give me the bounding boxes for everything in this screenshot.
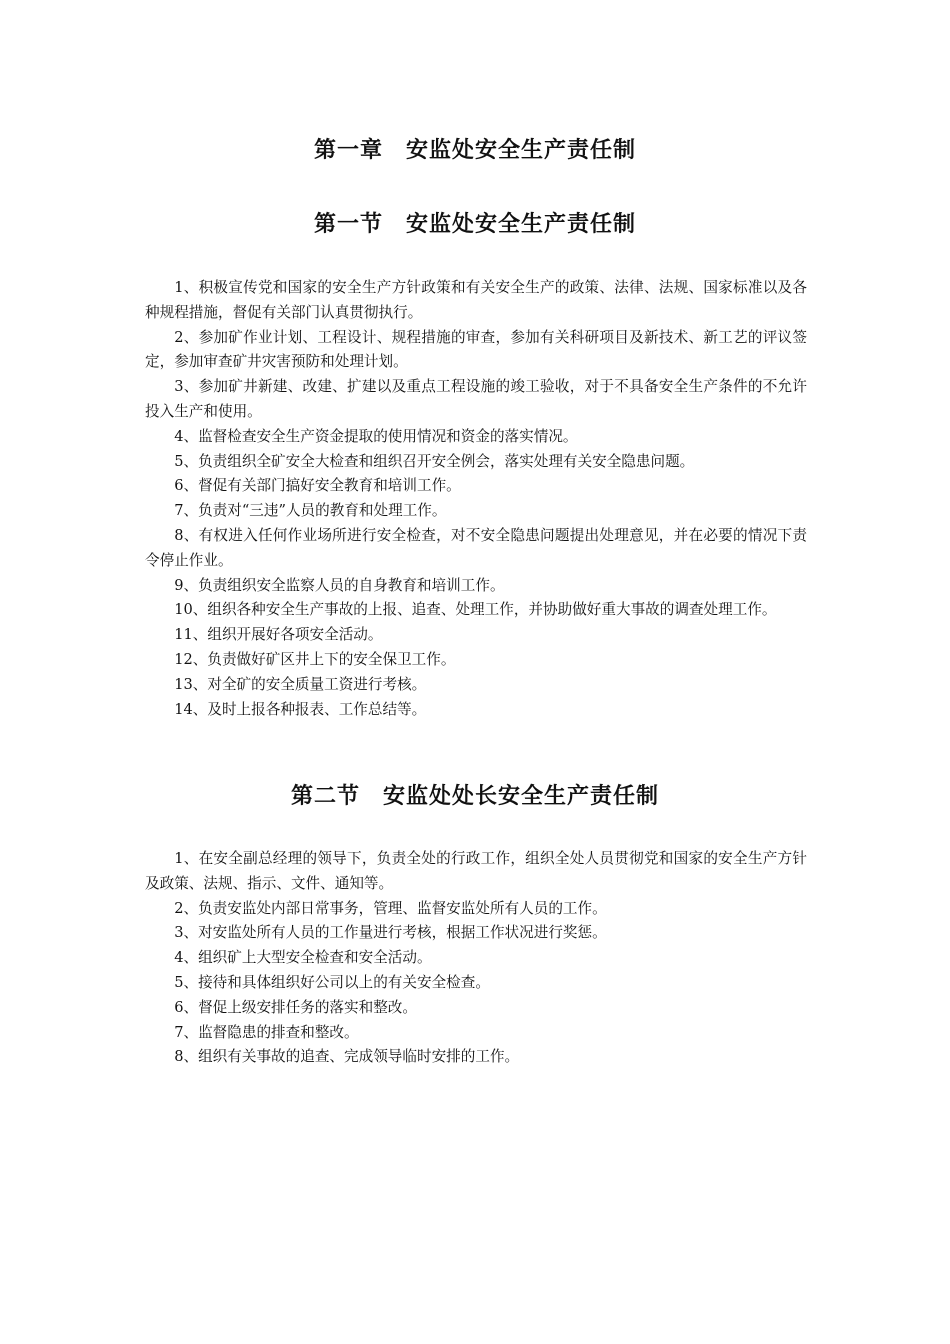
section-2-title: 第二节 安监处处长安全生产责任制 xyxy=(290,784,659,809)
responsibility-item: 2、负责安监处内部日常事务，管理、监督安监处所有人员的工作。 xyxy=(174,899,607,917)
responsibility-item: 4、监督检查安全生产资金提取的使用情况和资金的落实情况。 xyxy=(174,427,578,445)
responsibility-item: 7、监督隐患的排查和整改。 xyxy=(174,1023,359,1041)
section-2-body xyxy=(145,847,807,1070)
responsibility-item: 9、负责组织安全监察人员的自身教育和培训工作。 xyxy=(174,576,505,594)
section-1-title: 第一节 安监处安全生产责任制 xyxy=(313,212,636,237)
responsibility-item: 7、负责对“三违”人员的教育和处理工作。 xyxy=(174,502,447,520)
responsibility-item: 1、积极宣传党和国家的安全生产方针政策和有关安全生产的政策、法律、法规、国家标准以及各种规程措施，督促有关部门认真贯彻执行。 xyxy=(145,279,807,321)
responsibility-item: 4、组织矿上大型安全检查和安全活动。 xyxy=(174,949,432,967)
responsibility-item: 5、接待和具体组织好公司以上的有关安全检查。 xyxy=(174,973,490,991)
responsibility-item: 12、负责做好矿区井上下的安全保卫工作。 xyxy=(174,650,456,668)
responsibility-item: 13、对全矿的安全质量工资进行考核。 xyxy=(174,675,427,693)
responsibility-item: 8、组织有关事故的追查、完成领导临时安排的工作。 xyxy=(174,1048,520,1066)
responsibility-item: 8、有权进入任何作业场所进行安全检查，对不安全隐患问题提出处理意见，并在必要的情况下责令停止作业。 xyxy=(145,526,807,569)
responsibility-item: 1、在安全副总经理的领导下，负责全处的行政工作，组织全处人员贯彻党和国家的安全生产方针及政策、法规、指示、文件、通知等。 xyxy=(145,850,807,892)
responsibility-item: 14、及时上报各种报表、工作总结等。 xyxy=(174,700,427,718)
responsibility-item: 3、参加矿井新建、改建、扩建以及重点工程设施的竣工验收，对于不具备安全生产条件的不允许投入生产和使用。 xyxy=(145,378,807,420)
responsibility-item: 5、负责组织全矿安全大检查和组织召开安全例会，落实处理有关安全隐患问题。 xyxy=(174,452,695,470)
responsibility-item: 11、组织开展好各项安全活动。 xyxy=(174,626,383,644)
responsibility-item: 10、组织各种安全生产事故的上报、追查、处理工作，并协助做好重大事故的调查处理工作。 xyxy=(174,601,777,619)
responsibility-item: 2、参加矿作业计划、工程设计、规程措施的审查，参加有关科研项目及新技术、新工艺的评议签定，参加审查矿井灾害预防和处理计划。 xyxy=(145,328,807,371)
chapter-title: 第一章 安监处安全生产责任制 xyxy=(313,138,636,163)
responsibility-item: 3、对安监处所有人员的工作量进行考核，根据工作状况进行奖惩。 xyxy=(174,924,607,942)
responsibility-item: 6、督促上级安排任务的落实和整改。 xyxy=(174,998,417,1016)
responsibility-item: 6、督促有关部门搞好安全教育和培训工作。 xyxy=(174,477,461,495)
section-1-body xyxy=(145,276,807,722)
